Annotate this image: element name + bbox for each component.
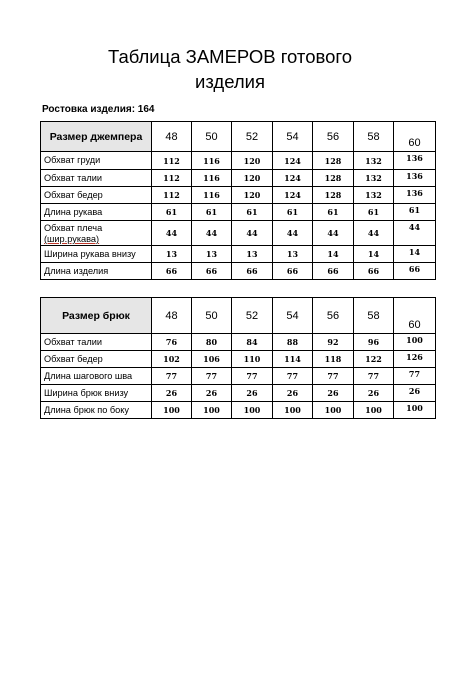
row-label: Длина изделия	[41, 263, 152, 280]
table-row	[41, 351, 436, 368]
cell-value: 132	[354, 187, 394, 204]
cell-value: 13	[232, 246, 273, 263]
cell-value: 26	[192, 385, 232, 402]
cell-value: 124	[273, 152, 313, 170]
cell-value: 100	[313, 402, 354, 419]
table-row	[41, 334, 436, 351]
cell-value: 61	[232, 204, 273, 221]
cell-value: 13	[273, 246, 313, 263]
height-label: Ростовка изделия: 164	[42, 104, 155, 115]
cell-value: 128	[313, 187, 354, 204]
cell-value: 77	[313, 368, 354, 385]
document-title	[0, 44, 460, 94]
size-header: 60	[394, 298, 436, 334]
cell-value: 112	[152, 187, 192, 204]
cell-value: 44	[354, 221, 394, 246]
cell-value: 128	[313, 152, 354, 170]
cell-value: 116	[192, 187, 232, 204]
row-label-line-2-text: (шир.рукава)	[44, 234, 100, 244]
title-line-2: изделия	[194, 71, 266, 92]
size-header: 54	[273, 298, 313, 334]
cell-value: 77	[152, 368, 192, 385]
cell-value: 96	[354, 334, 394, 351]
table-header-row	[41, 298, 436, 334]
row-label	[41, 221, 152, 246]
cell-value: 26	[152, 385, 192, 402]
row-label-line-2	[44, 234, 151, 245]
cell-value: 66	[152, 263, 192, 280]
cell-value: 100	[273, 402, 313, 419]
cell-value: 14	[354, 246, 394, 263]
table-row	[41, 221, 436, 246]
cell-value: 136	[394, 170, 436, 187]
cell-value: 26	[313, 385, 354, 402]
cell-value: 120	[232, 152, 273, 170]
cell-value: 13	[192, 246, 232, 263]
pants-size-table	[40, 297, 436, 419]
cell-value: 126	[394, 351, 436, 368]
header-label: Размер джемпера	[41, 122, 152, 152]
size-header: 50	[192, 122, 232, 152]
cell-value: 100	[232, 402, 273, 419]
cell-value: 112	[152, 152, 192, 170]
table-row	[41, 402, 436, 419]
size-header: 48	[152, 122, 192, 152]
cell-value: 80	[192, 334, 232, 351]
cell-value: 61	[354, 204, 394, 221]
cell-value: 66	[394, 263, 436, 280]
cell-value: 61	[152, 204, 192, 221]
cell-value: 66	[273, 263, 313, 280]
cell-value: 116	[192, 170, 232, 187]
cell-value: 102	[152, 351, 192, 368]
cell-value: 106	[192, 351, 232, 368]
cell-value: 77	[192, 368, 232, 385]
jumper-size-table	[40, 121, 436, 280]
table-header-row	[41, 122, 436, 152]
cell-value: 124	[273, 170, 313, 187]
cell-value: 88	[273, 334, 313, 351]
table-row	[41, 170, 436, 187]
table-row	[41, 263, 436, 280]
cell-value: 44	[273, 221, 313, 246]
table-row	[41, 152, 436, 170]
cell-value: 120	[232, 187, 273, 204]
size-header: 50	[192, 298, 232, 334]
cell-value: 44	[192, 221, 232, 246]
cell-value: 66	[354, 263, 394, 280]
row-label: Длина брюк по боку	[41, 402, 152, 419]
cell-value: 100	[354, 402, 394, 419]
cell-value: 100	[394, 402, 436, 419]
cell-value: 61	[394, 204, 436, 221]
row-label: Обхват груди	[41, 152, 152, 170]
row-label: Обхват талии	[41, 334, 152, 351]
cell-value: 61	[192, 204, 232, 221]
table-row	[41, 187, 436, 204]
cell-value: 77	[354, 368, 394, 385]
cell-value: 120	[232, 170, 273, 187]
table-row	[41, 368, 436, 385]
cell-value: 26	[232, 385, 273, 402]
cell-value: 122	[354, 351, 394, 368]
row-label: Длина шагового шва	[41, 368, 152, 385]
cell-value: 76	[152, 334, 192, 351]
cell-value: 116	[192, 152, 232, 170]
cell-value: 84	[232, 334, 273, 351]
row-label-line-1: Обхват плеча	[44, 223, 103, 233]
cell-value: 128	[313, 170, 354, 187]
table-row	[41, 385, 436, 402]
cell-value: 26	[394, 385, 436, 402]
cell-value: 14	[313, 246, 354, 263]
row-label: Длина рукава	[41, 204, 152, 221]
cell-value: 132	[354, 152, 394, 170]
table-row	[41, 204, 436, 221]
cell-value: 77	[232, 368, 273, 385]
cell-value: 124	[273, 187, 313, 204]
row-label: Обхват бедер	[41, 351, 152, 368]
cell-value: 118	[313, 351, 354, 368]
size-header: 56	[313, 122, 354, 152]
cell-value: 61	[273, 204, 313, 221]
cell-value: 26	[273, 385, 313, 402]
cell-value: 112	[152, 170, 192, 187]
cell-value: 100	[192, 402, 232, 419]
row-label: Обхват бедер	[41, 187, 152, 204]
size-header: 52	[232, 122, 273, 152]
size-header: 48	[152, 298, 192, 334]
cell-value: 100	[394, 334, 436, 351]
table-row	[41, 246, 436, 263]
cell-value: 44	[313, 221, 354, 246]
cell-value: 14	[394, 246, 436, 263]
cell-value: 26	[354, 385, 394, 402]
cell-value: 66	[313, 263, 354, 280]
size-header: 58	[354, 122, 394, 152]
cell-value: 66	[232, 263, 273, 280]
cell-value: 132	[354, 170, 394, 187]
cell-value: 110	[232, 351, 273, 368]
cell-value: 136	[394, 187, 436, 204]
header-label: Размер брюк	[41, 298, 152, 334]
size-header: 60	[394, 122, 436, 152]
cell-value: 77	[273, 368, 313, 385]
title-line-1: Таблица ЗАМЕРОВ готового	[107, 46, 353, 67]
cell-value: 114	[273, 351, 313, 368]
size-header: 52	[232, 298, 273, 334]
cell-value: 66	[192, 263, 232, 280]
cell-value: 100	[152, 402, 192, 419]
cell-value: 44	[394, 221, 436, 246]
row-label: Обхват талии	[41, 170, 152, 187]
size-header: 58	[354, 298, 394, 334]
cell-value: 77	[394, 368, 436, 385]
size-header: 56	[313, 298, 354, 334]
cell-value: 13	[152, 246, 192, 263]
row-label: Ширина брюк внизу	[41, 385, 152, 402]
cell-value: 44	[232, 221, 273, 246]
size-header: 54	[273, 122, 313, 152]
cell-value: 136	[394, 152, 436, 170]
cell-value: 92	[313, 334, 354, 351]
cell-value: 44	[152, 221, 192, 246]
cell-value: 61	[313, 204, 354, 221]
row-label: Ширина рукава внизу	[41, 246, 152, 263]
